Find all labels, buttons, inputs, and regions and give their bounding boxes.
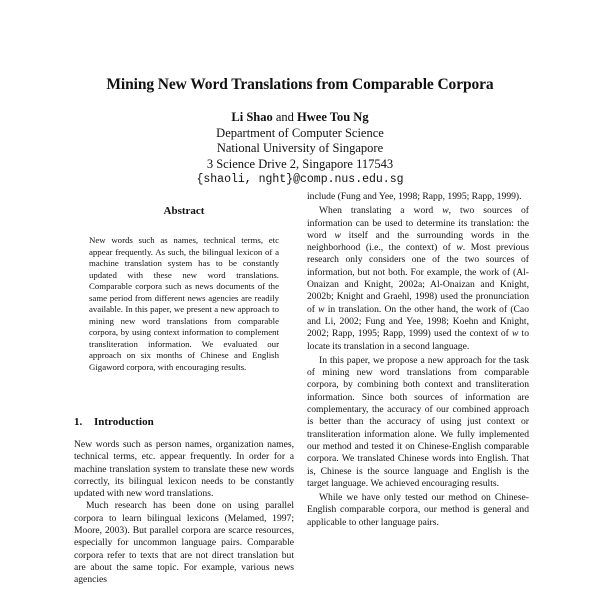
author-email: {shaoli, nght}@comp.nus.edu.sg [196,173,404,186]
paper-title: Mining New Word Translations from Comparable Corpora [106,76,494,93]
author-block [0,110,600,188]
university: National University of Singapore [216,141,384,155]
section-title: Introduction [94,416,154,428]
address: 3 Science Drive 2, Singapore 117543 [206,156,394,171]
author-2: Hwee Tou Ng [297,110,369,124]
department: Department of Computer Science [216,125,384,140]
intro-paragraph-1: New words such as person names, organization names, technical terms, etc. appear frequently. In order for a machine translation system to translate these new words correctly, its bilingual lexicon needs to be constantly updated with new word translations. [74,439,294,500]
right-paragraph-2: In this paper, we propose a new approach for the task of mining new word translations from comparable corpora, by combining both context and transliteration information. Since both sources of information are complementary, the accuracy of our combined approach is better than the accuracy of using just context or transliteration information alone. We fully implemented our method and tested it on Chinese-English comparable corpora. We translated Chinese words into English. That is, Chinese is the source language and English is the target language. We achieved encouraging results. [307,354,529,489]
abstract-text: New words such as names, technical terms, etc appear frequently. As such, the bilingual lexicon of a machine translation system has to be constantly updated with these new word translations. Comparable corpora such as news documents of the same period from different news agencies are readily available. In this paper, we present a new approach to mining new word translations from comparable corpora, by using context information to complement transliteration information. We evaluated our approach on six months of Chinese and English Gigaword corpora, with encouraging results. [89,235,279,372]
intro-paragraph-2: Much research has been done on using parallel corpora to learn bilingual lexicons (Melamed, 1997; Moore, 2003). But parallel corpora are scarce resources, especially for uncommon language pairs. Comparable corpora refer to texts that are not direct translation but are about the same topic. For example, various news agencies [74,500,294,586]
right-paragraph-0: include (Fung and Yee, 1998; Rapp, 1995; Rapp, 1999). [307,191,522,202]
right-column [307,191,529,529]
right-paragraph-3: While we have only tested our method on Chinese-English comparable corpora, our method is general and applicable to other language pairs. [307,492,529,528]
author-names [0,110,600,126]
right-paragraph-1: When translating a word w, two sources of information can be used to determine its translation: the word w itself and the surrounding words in the neighborhood (i.e., the context) of w. Most previous research only considers one of the two sources of information, but not both. For example, the work of (Al-Onaizan and Knight, 2002a; Al-Onaizan and Knight, 2002b; Knight and Graehl, 1998) used the pronunciation of w in translation. On the other hand, the work of (Cao and Li, 2002; Fung and Yee, 1998; Koehn and Knight, 2002; Rapp, 1995; Rapp, 1999) used the context of w to locate its translation in a second language. [307,205,529,352]
abstract-heading: Abstract [163,205,205,217]
introduction-body [74,439,294,587]
section-heading-introduction [74,416,154,428]
author-1: Li Shao [231,110,273,124]
section-number: 1. [74,416,83,428]
author-conjunction: and [275,110,294,124]
